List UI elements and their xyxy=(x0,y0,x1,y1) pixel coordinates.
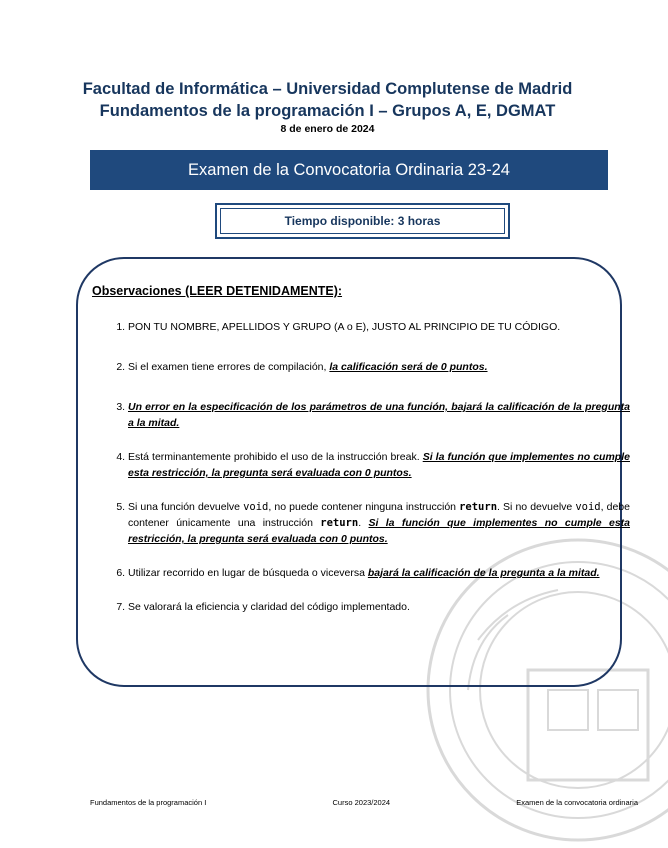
footer-exam-name: Examen de la convocatoria ordinaria xyxy=(516,798,638,807)
observation-text: . xyxy=(358,517,369,529)
observation-text: Utilizar recorrido en lugar de búsqueda o viceversa xyxy=(128,567,368,579)
observation-emphasis: la calificación será de 0 puntos. xyxy=(329,361,488,373)
observation-item-3 xyxy=(128,399,630,431)
observation-emphasis: Un error en la especificación de los parámetros de una función, bajará la calificación de la pregunta a la mitad. xyxy=(128,401,630,429)
observation-text: Se valorará la eficiencia y claridad del código implementado. xyxy=(128,601,410,613)
code-keyword: void xyxy=(243,501,269,513)
footer-academic-year: Curso 2023/2024 xyxy=(332,798,391,807)
observation-item-6 xyxy=(128,565,630,581)
observations-box xyxy=(76,257,630,687)
observation-text: PON TU NOMBRE, APELLIDOS Y GRUPO (A o E), JUSTO AL PRINCIPIO DE TU CÓDIGO. xyxy=(128,321,561,333)
observation-text: . Si no devuelve xyxy=(497,501,576,513)
observation-item-5 xyxy=(128,499,630,547)
observations-list xyxy=(106,319,630,633)
observation-text: Está terminantemente prohibido el uso de la instrucción break. xyxy=(128,451,423,463)
observation-text: , debe contener únicamente una instrucción xyxy=(128,501,630,529)
course-title: Fundamentos de la programación I – Grupos A, E, DGMAT xyxy=(99,102,556,120)
observation-item-1 xyxy=(128,319,630,335)
observation-text: Si una función devuelve xyxy=(128,501,244,513)
page-footer xyxy=(90,798,638,807)
exam-date: 8 de enero de 2024 xyxy=(280,123,375,135)
document-header xyxy=(0,78,655,135)
code-keyword: void xyxy=(575,501,601,513)
observation-emphasis: Si la función que implementes no cumple esta restricción, la pregunta será evaluada con 0 puntos. xyxy=(128,451,630,479)
observations-title: Observaciones (LEER DETENIDAMENTE): xyxy=(92,284,343,298)
observation-item-4 xyxy=(128,449,630,481)
observation-emphasis: bajará la calificación de la pregunta a la mitad. xyxy=(367,567,600,579)
code-keyword: return xyxy=(459,501,498,513)
faculty-title: Facultad de Informática – Universidad Complutense de Madrid xyxy=(82,80,573,98)
time-available-box xyxy=(215,203,510,239)
observation-item-2 xyxy=(128,359,630,375)
code-keyword: return xyxy=(320,517,359,529)
observation-text: , no puede contener ninguna instrucción xyxy=(268,501,460,513)
footer-course-name: Fundamentos de la programación I xyxy=(90,798,207,807)
observation-emphasis: Si la función que implementes no cumple esta restricción, la pregunta será evaluada con 0 puntos. xyxy=(128,517,630,545)
time-available-label: Tiempo disponible: 3 horas xyxy=(220,208,505,234)
observation-item-7 xyxy=(128,599,630,615)
observation-text: Si el examen tiene errores de compilación, xyxy=(128,361,330,373)
exam-title-banner: Examen de la Convocatoria Ordinaria 23-24 xyxy=(90,150,608,190)
